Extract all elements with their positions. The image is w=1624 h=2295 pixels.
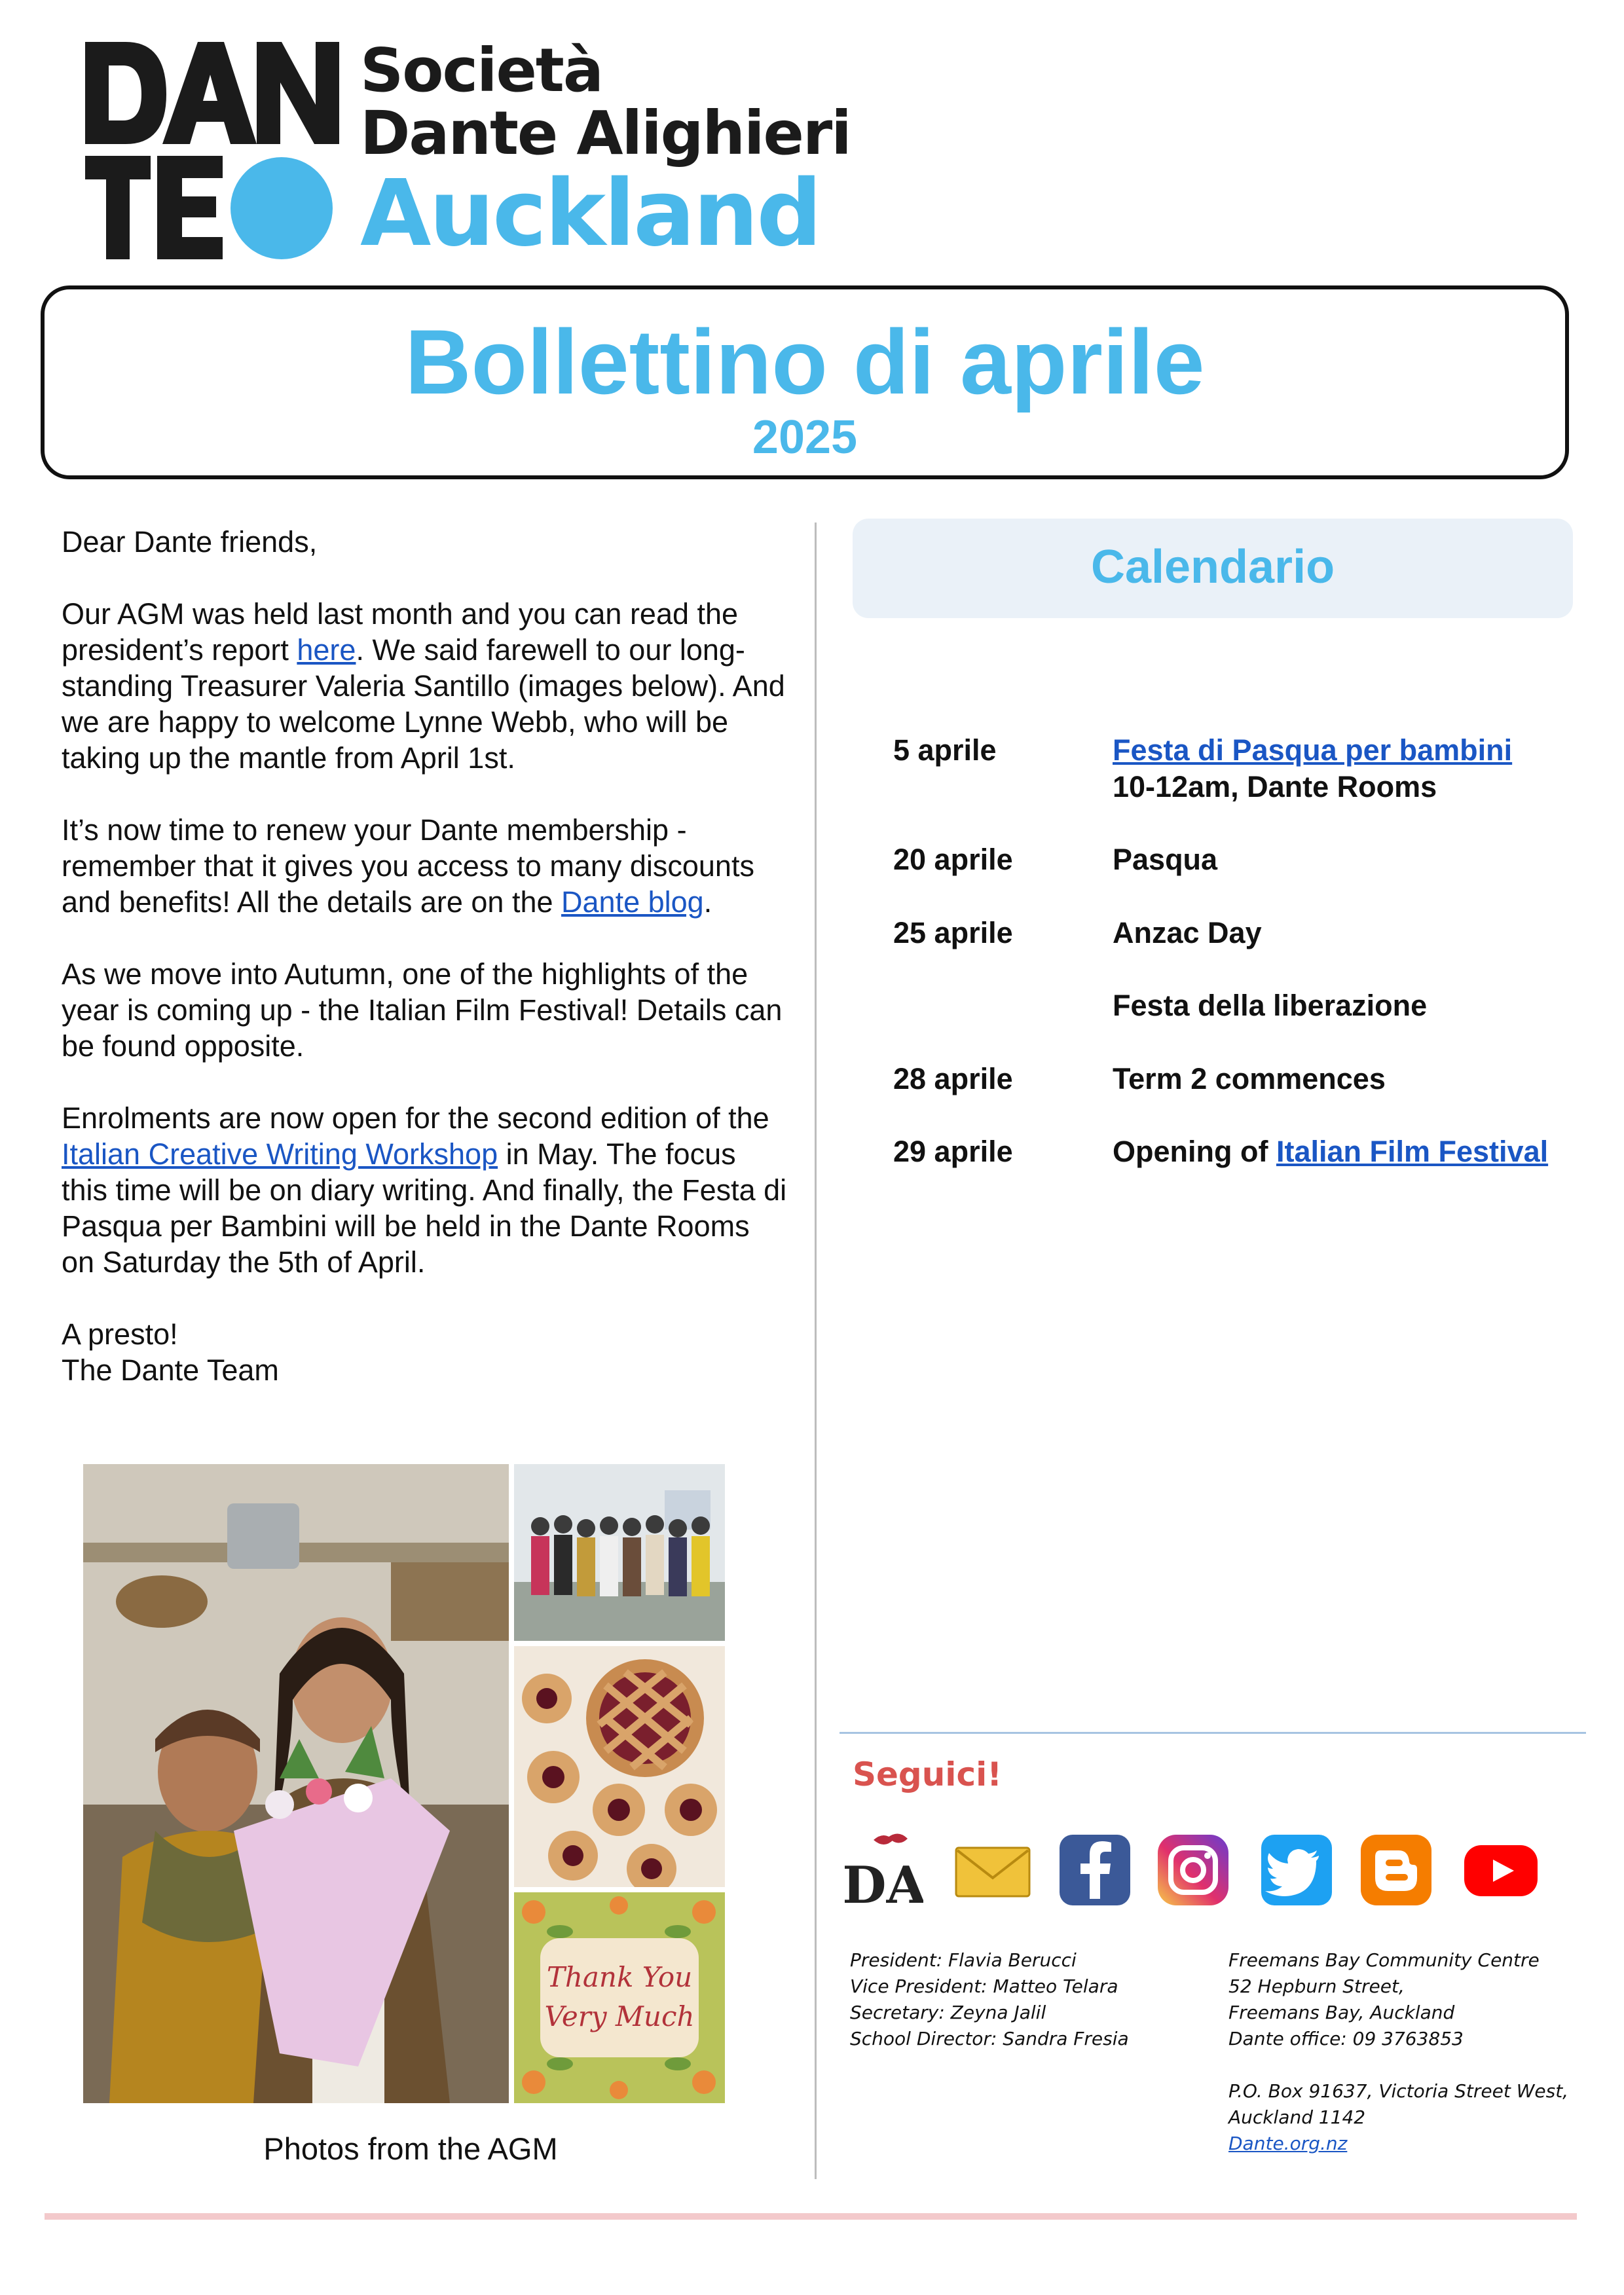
calendar-date: 25 aprile: [893, 916, 1013, 949]
calendar-header: [853, 519, 1573, 618]
letter-paragraph-2: [62, 812, 788, 920]
letter-p4-text-end: in May. The focus this time will be on diary writing. And finally, the Festa di Pasqua per Bambini will be held in the Dante Rooms on Saturday the 5th of April.: [62, 1137, 787, 1279]
card-line-2: Very Much: [544, 2000, 695, 2032]
logo-auckland: Auckland: [360, 160, 821, 267]
twitter-icon[interactable]: [1257, 1831, 1336, 1909]
title-banner: [41, 285, 1569, 479]
calendar-event-detail: 10-12am, Dante Rooms: [1113, 770, 1437, 803]
thank-you-card-photo: [514, 1892, 725, 2103]
newsletter-letter: [62, 524, 788, 1388]
blogger-icon[interactable]: [1357, 1831, 1435, 1909]
facebook-icon[interactable]: [1056, 1831, 1134, 1909]
calendar-date: 5 aprile: [893, 733, 997, 767]
agm-group-photo-illustration: [514, 1464, 725, 1641]
calendar-event: Term 2 commences: [1113, 1062, 1386, 1095]
letter-paragraph-3: As we move into Autumn, one of the highlights of the year is coming up - the Italian Film Festival! Details can be found opposite.: [62, 957, 783, 1063]
officer-president: President: Flavia Berucci: [850, 1949, 1077, 1971]
logo-societa: Società: [360, 35, 602, 105]
officer-secretary: Secretary: Zeyna Jalil: [850, 2002, 1046, 2023]
calendar-date: 29 aprile: [893, 1135, 1013, 1168]
calendar-event: Festa della liberazione: [1113, 989, 1428, 1022]
letter-p2-text-end: .: [703, 885, 712, 919]
signoff-line-2: The Dante Team: [62, 1353, 279, 1387]
da-label: DA: [845, 1856, 923, 1909]
calendar-date: 20 aprile: [893, 843, 1013, 876]
follow-title: Seguici!: [853, 1755, 1003, 1793]
youtube-icon[interactable]: [1462, 1831, 1540, 1909]
address-line: Freemans Bay Community Centre: [1228, 1949, 1540, 1971]
letter-p2-text: It’s now time to renew your Dante membership - remember that it gives you access to many discounts and benefits! All the details are on the: [62, 813, 754, 919]
agm-group-photo: [514, 1464, 725, 1641]
bottom-rule: [45, 2213, 1577, 2220]
address-line: Freemans Bay, Auckland: [1228, 2002, 1455, 2023]
officer-vice-president: Vice President: Matteo Telara: [850, 1975, 1118, 1997]
letter-p1-text: Our AGM was held last month and you can read the president’s report: [62, 597, 739, 667]
logo-dante-alighieri: Dante Alighieri: [360, 98, 851, 168]
calendar-event: Pasqua: [1113, 843, 1218, 876]
signoff-line-1: A presto!: [62, 1317, 178, 1351]
officer-school-director: School Director: Sandra Fresia: [850, 2028, 1129, 2049]
officers-list: [850, 1947, 1129, 2052]
dante-logo-mark-icon: [85, 39, 347, 262]
society-logo: [85, 35, 851, 267]
letter-p4-text: Enrolments are now open for the second edition of the: [62, 1101, 769, 1135]
photo-caption: Photos from the AGM: [263, 2131, 558, 2166]
letter-paragraph-4: [62, 1100, 788, 1280]
agm-photo-collage: [83, 1464, 725, 2103]
website-link[interactable]: Dante.org.nz: [1228, 2133, 1348, 2154]
easter-pastries-photo: [514, 1646, 725, 1887]
dante-da-icon[interactable]: [845, 1831, 923, 1909]
address-block: [1228, 1947, 1568, 2157]
address-gap: [1228, 2052, 1568, 2078]
follow-divider: [840, 1732, 1586, 1734]
mail-icon[interactable]: [953, 1831, 1032, 1909]
dante-blog-link[interactable]: Dante blog: [561, 885, 704, 919]
dante-da-icon-graphic: [845, 1831, 923, 1909]
instagram-icon[interactable]: [1154, 1831, 1232, 1909]
agm-photo-main: [83, 1464, 509, 2103]
letter-p1-text-end: . We said farewell to our long-standing Treasurer Valeria Santillo (images below). And we are happy to welcome Lynne Webb, who will be taking up the mantle from April 1st.: [62, 633, 785, 775]
card-text: [540, 1958, 699, 2036]
festa-pasqua-link[interactable]: Festa di Pasqua per bambini: [1113, 733, 1513, 767]
calendar-event-prefix: Opening of: [1113, 1135, 1276, 1168]
logo-text: [360, 35, 851, 267]
agm-photo-main-illustration: [83, 1464, 509, 2103]
title-year: 2025: [752, 411, 858, 464]
letter-paragraph-1: [62, 596, 788, 776]
calendar-event: [1113, 1133, 1548, 1170]
column-divider: [815, 523, 817, 2179]
page-title: Bollettino di aprile: [405, 310, 1205, 413]
postal-line: Auckland 1142: [1228, 2106, 1366, 2128]
postal-line: P.O. Box 91637, Victoria Street West,: [1228, 2080, 1569, 2102]
card-line-1: Thank You: [546, 1961, 693, 1993]
letter-signoff: [62, 1316, 788, 1388]
letter-greeting: Dear Dante friends,: [62, 525, 318, 559]
italian-film-festival-link[interactable]: Italian Film Festival: [1276, 1135, 1549, 1168]
president-report-link[interactable]: here: [297, 633, 356, 667]
office-phone: Dante office: 09 3763853: [1228, 2028, 1464, 2049]
address-line: 52 Hepburn Street,: [1228, 1975, 1405, 1997]
creative-writing-workshop-link[interactable]: Italian Creative Writing Workshop: [62, 1137, 498, 1171]
calendar-event: [1113, 732, 1512, 805]
calendar-date: 28 aprile: [893, 1062, 1013, 1095]
calendar-title: Calendario: [1090, 541, 1335, 593]
easter-pastries-illustration: [514, 1646, 725, 1887]
calendar-event: Anzac Day: [1113, 916, 1262, 949]
